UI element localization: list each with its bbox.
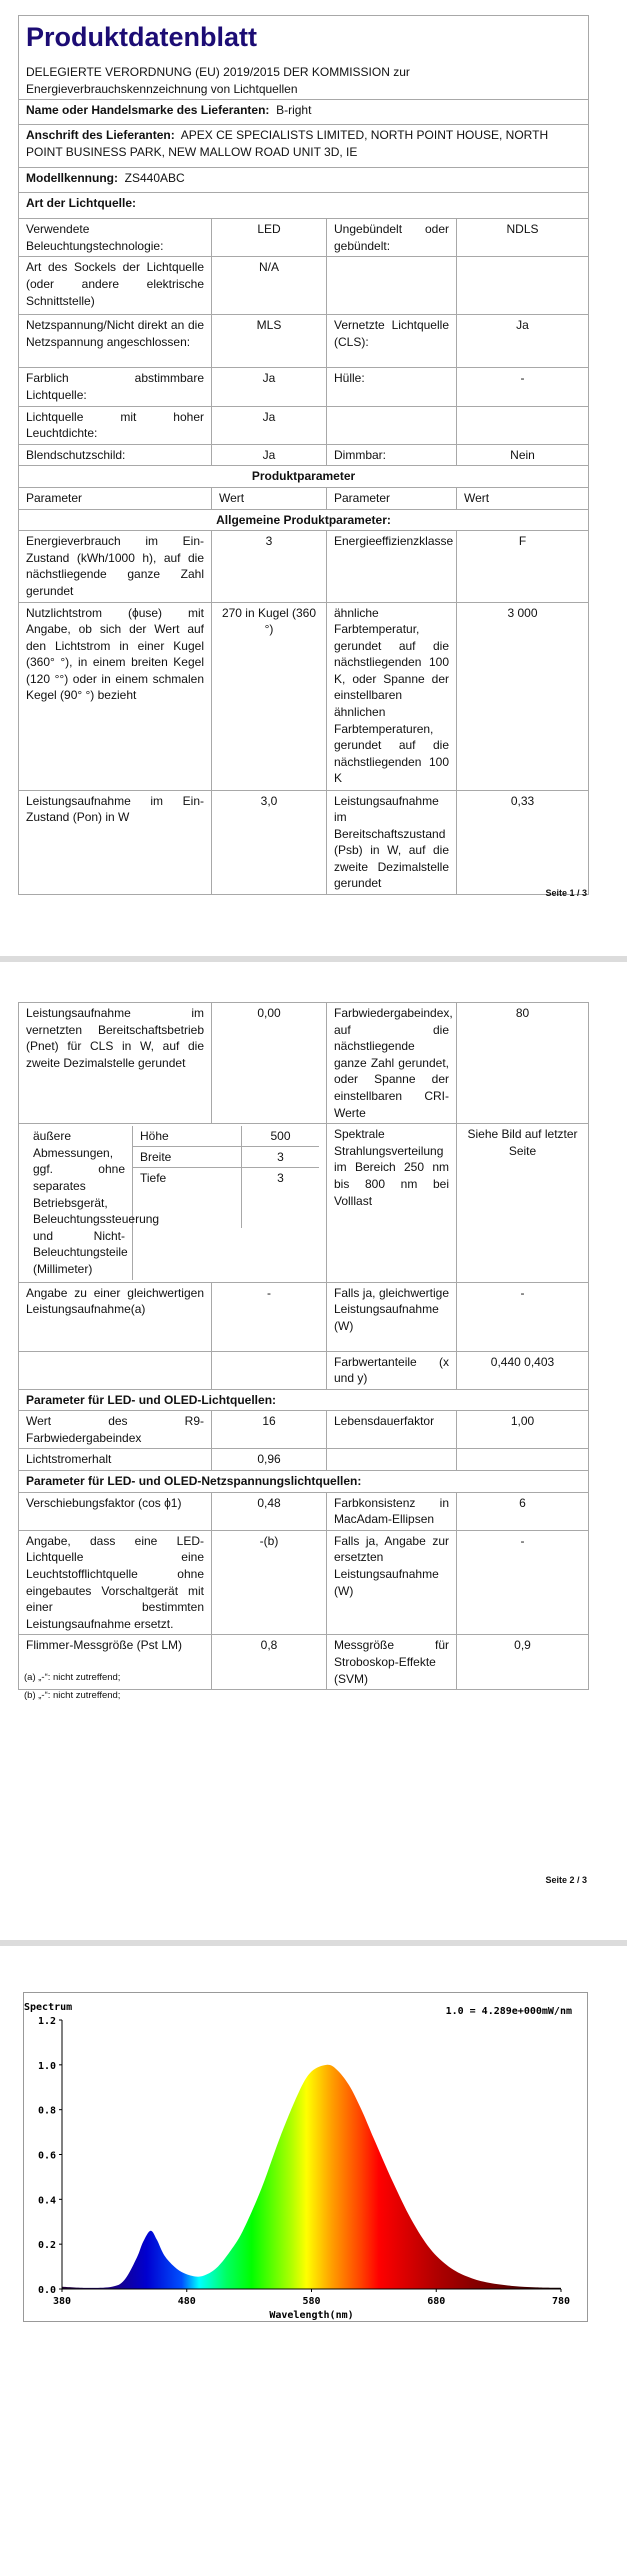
table-row xyxy=(19,790,589,895)
parameter-value: 0,48 xyxy=(212,1492,327,1530)
dimension-name: Breite xyxy=(133,1147,242,1167)
parameter-value: 0,96 xyxy=(212,1449,327,1471)
parameter-label xyxy=(327,406,457,444)
dimensions-label: äußere Abmessungen, ggf. ohne separates Betriebsgerät, Beleuchtungssteuerung und Nicht-Beleuchtungsteile (Millimeter) xyxy=(26,1126,133,1279)
parameter-label: Art des Sockels der Lichtquelle (oder andere elektrische Schnittstelle) xyxy=(19,257,212,315)
parameter-label: Leistungsaufnahme im Bereitschaftszustand (Psb) in W, auf die zweite Dezimalstelle gerundet xyxy=(327,790,457,895)
table-row xyxy=(19,602,589,790)
section-heading: Parameter für LED- und OLED-Lichtquellen: xyxy=(19,1389,589,1411)
parameter-label: Lebensdauerfaktor xyxy=(327,1411,457,1449)
model-label: Modellkennung: xyxy=(26,171,118,186)
parameter-value: 3 000 xyxy=(457,602,589,790)
parameter-label: Farbwiedergabeindex, auf die nächstliegende ganze Zahl gerundet, oder Spanne der einstellbaren CRI-Werte xyxy=(327,1003,457,1124)
parameter-label: Energieverbrauch im Ein-Zustand (kWh/1000 h), auf die nächstliegende ganze Zahl gerundet xyxy=(19,531,212,602)
spectrum-chart-svg xyxy=(24,1993,587,2321)
parameter-label: Hülle: xyxy=(327,368,457,406)
parameter-label: Spektrale Strahlungsverteilung im Bereich 250 nm bis 800 nm bei Volllast xyxy=(327,1124,457,1282)
y-tick-label: 0.6 xyxy=(37,2150,56,2162)
x-tick-label: 480 xyxy=(177,2296,196,2307)
model-value: ZS440ABC xyxy=(124,171,185,186)
parameter-label xyxy=(19,1351,212,1389)
parameter-value: N/A xyxy=(212,257,327,315)
page-number-2: Seite 2 / 3 xyxy=(545,1875,587,1885)
parameter-value: -(b) xyxy=(212,1530,327,1635)
table-row xyxy=(19,257,589,315)
header-cell xyxy=(19,16,589,100)
parameter-value: Siehe Bild auf letzter Seite xyxy=(457,1124,589,1282)
footnote-b: (b) „-“: nicht zutreffend; xyxy=(24,1690,121,1701)
parameter-label: Angabe zu einer gleichwertigen Leistungsaufnahme(a) xyxy=(19,1282,212,1351)
parameter-value xyxy=(457,406,589,444)
parameter-label: Netzspannung/Nicht direkt an die Netzspannung angeschlossen: xyxy=(19,315,212,368)
spectrum-chart xyxy=(23,1992,588,2322)
parameter-label: Vernetzte Lichtquelle (CLS): xyxy=(327,315,457,368)
dimension-2 xyxy=(133,1168,319,1228)
y-tick-label: 0.0 xyxy=(37,2285,56,2296)
parameter-value xyxy=(457,1449,589,1471)
parameter-label: Farbwertanteile (x und y) xyxy=(327,1351,457,1389)
supplier-row xyxy=(19,100,589,125)
parameter-label: Flimmer-Messgröße (Pst LM) xyxy=(19,1635,212,1690)
supplier-value: B-right xyxy=(276,103,312,118)
parameter-value: 270 in Kugel (360 °) xyxy=(212,602,327,790)
parameter-value: 16 xyxy=(212,1411,327,1449)
parameter-value: - xyxy=(457,368,589,406)
table-row xyxy=(19,487,589,509)
section-heading: Allgemeine Produktparameter: xyxy=(19,509,589,531)
parameter-label: Dimmbar: xyxy=(327,444,457,466)
parameter-value: Ja xyxy=(212,444,327,466)
parameter-label: Farblich abstimmbare Lichtquelle: xyxy=(19,368,212,406)
parameter-value xyxy=(457,257,589,315)
column-header: Wert xyxy=(457,487,589,509)
parameter-value: 0,33 xyxy=(457,790,589,895)
parameter-value: 0,8 xyxy=(212,1635,327,1690)
parameter-label: Lichtquelle mit hoher Leuchtdichte: xyxy=(19,406,212,444)
section-heading: Produktparameter xyxy=(19,466,589,488)
table-row xyxy=(19,1411,589,1449)
page-separator xyxy=(0,1940,627,1946)
address-row xyxy=(19,125,589,168)
dimension-name: Tiefe xyxy=(133,1168,242,1228)
parameter-value: Ja xyxy=(212,368,327,406)
parameter-label: Falls ja, Angabe zur ersetzten Leistungsaufnahme (W) xyxy=(327,1530,457,1635)
dimension-value: 3 xyxy=(277,1171,284,1186)
product-datasheet-table-page-2 xyxy=(18,1002,589,1690)
parameter-value: F xyxy=(457,531,589,602)
parameter-label: Angabe, dass eine LED-Lichtquelle eine Leuchtstofflichtquelle ohne eingebautes Vorschaltgerät mit einer bestimmten Leistungsaufnahme ersetzt. xyxy=(19,1530,212,1635)
parameter-value: 80 xyxy=(457,1003,589,1124)
parameter-label: ähnliche Farbtemperatur, gerundet auf die nächstliegenden 100 K, oder Spanne der einstellbaren ähnlichen Farbtemperaturen, gerundet auf die nächstliegenden 100 K xyxy=(327,602,457,790)
dimension-name: Höhe xyxy=(133,1126,242,1146)
parameter-value: - xyxy=(212,1282,327,1351)
parameter-value: 3 xyxy=(212,531,327,602)
y-tick-label: 1.2 xyxy=(37,2016,56,2027)
page-separator xyxy=(0,956,627,962)
x-tick-label: 580 xyxy=(302,2296,321,2307)
parameter-label: Nutzlichtstrom (ϕuse) mit Angabe, ob sich der Wert auf den Lichtstrom in einer Kugel (360° °), in einem breiten Kegel (120 °°) oder in einem schmalen Kegel (90° °) bezieht xyxy=(19,602,212,790)
scale-annotation: 1.0 = 4.289e+000mW/nm xyxy=(445,2006,572,2017)
table-row xyxy=(19,531,589,602)
page-number-1: Seite 1 / 3 xyxy=(545,888,587,898)
parameter-label: Leistungsaufnahme im Ein-Zustand (Pon) in W xyxy=(19,790,212,895)
y-tick-label: 0.8 xyxy=(37,2105,56,2117)
parameter-label: Ungebündelt oder gebündelt: xyxy=(327,219,457,257)
parameter-value: Ja xyxy=(212,406,327,444)
column-header: Wert xyxy=(212,487,327,509)
table-row xyxy=(19,193,589,219)
parameter-label: Leistungsaufnahme im vernetzten Bereitschaftsbetrieb (Pnet) für CLS in W, auf die zweite Dezimalstelle gerundet xyxy=(19,1003,212,1124)
parameter-value: 6 xyxy=(457,1492,589,1530)
column-header: Parameter xyxy=(19,487,212,509)
spectrum-area xyxy=(62,2065,561,2289)
table-row xyxy=(19,315,589,368)
footnote-a: (a) „-“: nicht zutreffend; xyxy=(24,1672,121,1683)
table-row xyxy=(19,1492,589,1530)
table-row xyxy=(19,219,589,257)
column-header: Parameter xyxy=(327,487,457,509)
table-row xyxy=(19,368,589,406)
dimension-0 xyxy=(133,1126,319,1147)
parameter-value: Nein xyxy=(457,444,589,466)
y-tick-label: 0.2 xyxy=(37,2240,56,2252)
parameter-label: Verschiebungsfaktor (cos ϕ1) xyxy=(19,1492,212,1530)
parameter-label xyxy=(327,257,457,315)
page-title: Produktdatenblatt xyxy=(26,22,258,52)
parameter-value: LED xyxy=(212,219,327,257)
x-tick-label: 780 xyxy=(551,2296,571,2307)
product-datasheet-table-page-1 xyxy=(18,15,589,895)
parameter-value: 0,440 0,403 xyxy=(457,1351,589,1389)
parameter-label: Verwendete Beleuchtungstechnologie: xyxy=(19,219,212,257)
parameter-value: - xyxy=(457,1282,589,1351)
x-axis-label: Wavelength(nm) xyxy=(269,2310,354,2321)
table-row xyxy=(19,444,589,466)
dimensions-cell xyxy=(19,1124,327,1282)
table-row xyxy=(19,1282,589,1351)
parameter-label: Lichtstromerhalt xyxy=(19,1449,212,1471)
parameter-value: Ja xyxy=(457,315,589,368)
table-row xyxy=(19,1003,589,1124)
dimension-1 xyxy=(133,1147,319,1168)
address-label: Anschrift des Lieferanten: xyxy=(26,128,175,143)
parameter-value: MLS xyxy=(212,315,327,368)
table-row xyxy=(19,1124,589,1282)
parameter-label: Energieeffizienzklasse xyxy=(327,531,457,602)
parameter-value: - xyxy=(457,1530,589,1635)
regulation-line-1: DELEGIERTE VERORDNUNG (EU) 2019/2015 DER KOMMISSION zur xyxy=(26,65,410,79)
regulation-line-2: Energieverbrauchskennzeichnung von Lichtquellen xyxy=(26,81,298,96)
y-tick-label: 1.0 xyxy=(37,2060,56,2072)
parameter-value: NDLS xyxy=(457,219,589,257)
y-tick-label: 0.4 xyxy=(37,2195,56,2207)
dimension-value: 3 xyxy=(277,1150,284,1165)
parameter-label xyxy=(327,1449,457,1471)
parameter-label: Messgröße für Stroboskop-Effekte (SVM) xyxy=(327,1635,457,1690)
parameter-value: 0,00 xyxy=(212,1003,327,1124)
table-row xyxy=(19,1530,589,1635)
section-heading: Parameter für LED- und OLED-Netzspannungslichtquellen: xyxy=(19,1471,589,1493)
section-heading: Art der Lichtquelle: xyxy=(19,193,589,219)
parameter-value: 3,0 xyxy=(212,790,327,895)
dimension-value: 500 xyxy=(270,1129,291,1144)
parameter-label: Farbkonsistenz in MacAdam-Ellipsen xyxy=(327,1492,457,1530)
chart-title: Spectrum xyxy=(24,2002,73,2013)
parameter-label: Falls ja, gleichwertige Leistungsaufnahme (W) xyxy=(327,1282,457,1351)
x-tick-label: 380 xyxy=(52,2296,72,2307)
table-row xyxy=(19,509,589,531)
table-row xyxy=(19,1471,589,1493)
table-row xyxy=(19,1351,589,1389)
parameter-value: 1,00 xyxy=(457,1411,589,1449)
parameter-label: Blendschutzschild: xyxy=(19,444,212,466)
parameter-value: 0,9 xyxy=(457,1635,589,1690)
model-row xyxy=(19,168,589,193)
parameter-value xyxy=(212,1351,327,1389)
x-tick-label: 680 xyxy=(427,2296,446,2307)
supplier-label: Name oder Handelsmarke des Lieferanten: xyxy=(26,103,270,118)
parameter-label: Wert des R9-Farbwiedergabeindex xyxy=(19,1411,212,1449)
table-row xyxy=(19,466,589,488)
table-row xyxy=(19,1449,589,1471)
table-row xyxy=(19,406,589,444)
address-value: APEX CE SPECIALISTS LIMITED, NORTH POINT HOUSE, NORTH POINT BUSINESS PARK, NEW MALLOW ROAD UNIT 3D, IE xyxy=(26,128,549,159)
table-row xyxy=(19,1389,589,1411)
